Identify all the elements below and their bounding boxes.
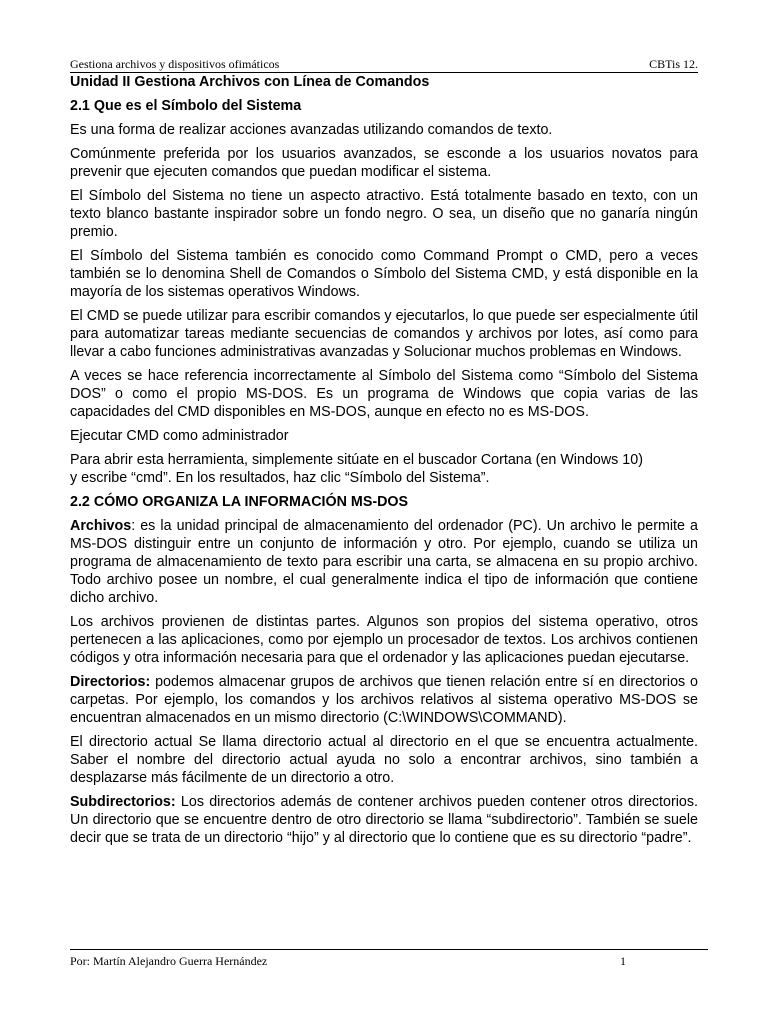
subdirectorios-text: Los directorios además de contener archivos pueden contener otros directorios. Un directorio que se encuentre dentro de otro directorio se llama “subdirectorio”. También se suele decir que se trata de un directorio “hijo” y al directorio que lo contiene que es su directorio “padre”.	[70, 794, 698, 846]
section-1-paragraph: El Símbolo del Sistema no tiene un aspecto atractivo. Está totalmente basado en texto, con un texto blanco bastante inspirador sobre un fondo negro. O sea, un diseño que no ganaría ningún premio.	[70, 188, 698, 240]
unit-title: Unidad II Gestiona Archivos con Línea de Comandos	[70, 74, 430, 90]
subdirectorios-paragraph	[70, 793, 698, 847]
section-1-paragraph: El Símbolo del Sistema también es conocido como Command Prompt o CMD, pero a veces también se lo denomina Shell de Comandos o Símbolo del Sistema CMD, y está disponible en la mayoría de los sistemas operativos Windows.	[70, 248, 698, 300]
subdirectorios-term: Subdirectorios:	[70, 794, 176, 810]
section-1-paragraph: Ejecutar CMD como administrador	[70, 428, 289, 444]
page-footer	[70, 949, 708, 968]
directorios-text: podemos almacenar grupos de archivos que tienen relación entre sí en directorios o carpetas. Por ejemplo, los comandos y los archivos relativos al sistema operativo MS-DOS se encuentran almacenados en un mismo directorio (C:\WINDOWS\COMMAND).	[70, 674, 698, 726]
header-school: CBTis 12.	[649, 57, 698, 71]
header-course-title: Gestiona archivos y dispositivos ofimáticos	[70, 57, 280, 71]
directorios-paragraph	[70, 673, 698, 727]
archivos-text: : es la unidad principal de almacenamiento del ordenador (PC). Un archivo le permite a MS-DOS distinguir entre un conjunto de información y otro. Por ejemplo, cuando se utiliza un programa de almacenamiento de texto para escribir una carta, se almacena en su propio archivo. Todo archivo posee un nombre, el cual generalmente indica el tipo de información que contiene dicho archivo.	[70, 518, 698, 606]
archivos-term: Archivos	[70, 518, 132, 534]
archivos-paragraph	[70, 517, 698, 607]
running-header	[70, 57, 698, 73]
section-1-title: 2.1 Que es el Símbolo del Sistema	[70, 98, 302, 114]
section-1-paragraph: A veces se hace referencia incorrectamente al Símbolo del Sistema como “Símbolo del Sistema DOS” o como el propio MS-DOS. Es un programa de Windows que copia varias de las capacidades del CMD disponibles en MS-DOS, aunque en efecto no es MS-DOS.	[70, 368, 698, 420]
page-number: 1	[620, 954, 626, 968]
howto-line-2: y escribe “cmd”. En los resultados, haz clic “Símbolo del Sistema”.	[70, 470, 490, 486]
footer-author: Por: Martín Alejandro Guerra Hernández	[70, 954, 268, 968]
directorios-term: Directorios:	[70, 674, 151, 690]
archivos-paragraph-2: Los archivos provienen de distintas partes. Algunos son propios del sistema operativo, otros pertenecen a las aplicaciones, como por ejemplo un procesador de textos. Los archivos contienen códigos y otra información necesaria para que el ordenador y las aplicaciones puedan ejecutarse.	[70, 614, 698, 666]
section-1-paragraph: Comúnmente preferida por los usuarios avanzados, se esconde a los usuarios novatos para prevenir que ejecuten comandos que puedan modificar el sistema.	[70, 146, 698, 180]
section-1-paragraph: Es una forma de realizar acciones avanzadas utilizando comandos de texto.	[70, 122, 553, 138]
document-body	[70, 73, 698, 853]
directorio-actual-paragraph: El directorio actual Se llama directorio actual al directorio en el que se encuentra actualmente. Saber el nombre del directorio actual ayuda no solo a encontrar archivos, sino también a desplazarse más fácilmente de un directorio a otro.	[70, 734, 698, 786]
section-2-title: 2.2 CÓMO ORGANIZA LA INFORMACIÓN MS-DOS	[70, 494, 409, 510]
section-1-paragraph: El CMD se puede utilizar para escribir comandos y ejecutarlos, lo que puede ser especialmente útil para automatizar tareas mediante secuencias de comandos y archivos por lotes, así como para llevar a cabo funciones administrativas avanzadas y Solucionar muchos problemas en Windows.	[70, 308, 698, 360]
howto-line-1: Para abrir esta herramienta, simplemente sitúate en el buscador Cortana (en Windows 10)	[70, 452, 643, 468]
